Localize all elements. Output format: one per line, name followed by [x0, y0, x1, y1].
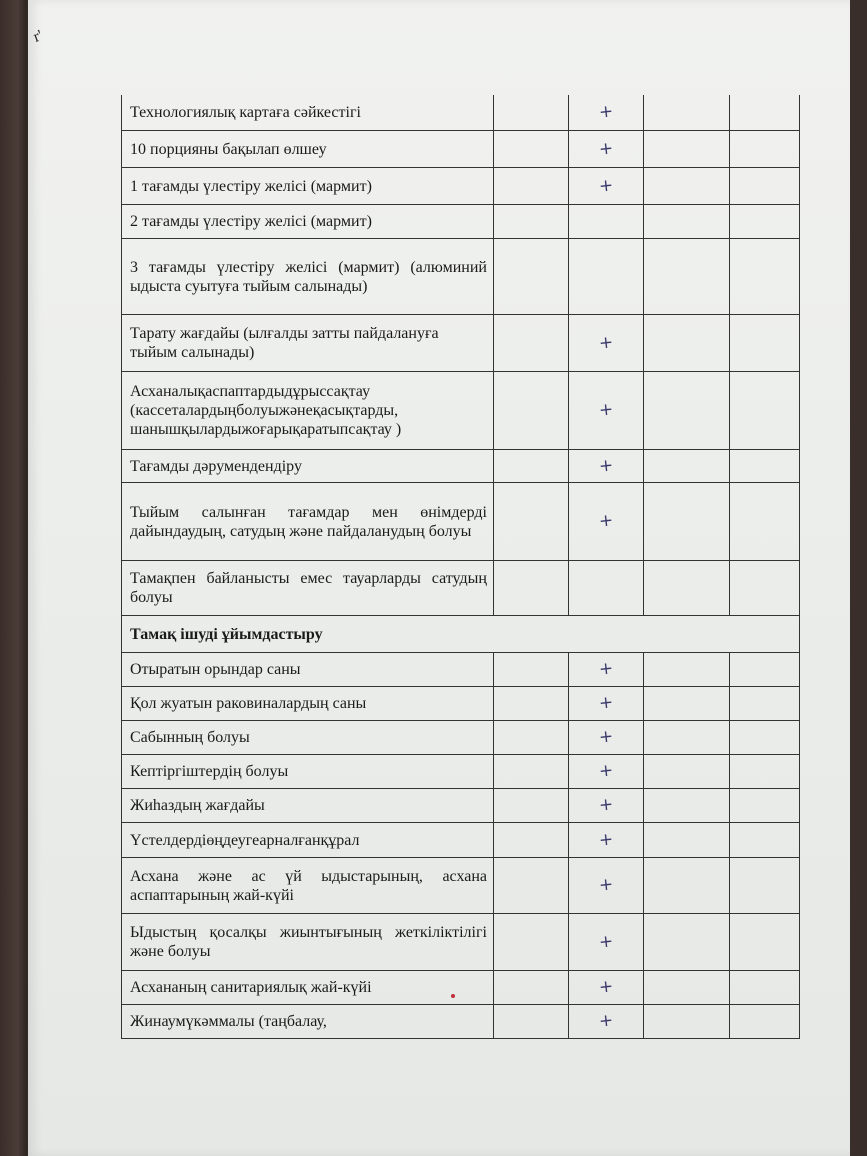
criterion-label: Тарату жағдайы (ылғалды затты пайдалануға тыйым салынады) — [130, 325, 439, 361]
criterion-label: Тамақпен байланысты емес тауарларды сатудың болуы — [130, 570, 487, 606]
handwritten-plus-mark: + — [597, 930, 615, 953]
handwritten-plus-mark: + — [597, 874, 615, 896]
column-5-cell — [730, 95, 799, 130]
criterion-cell — [122, 687, 494, 720]
column-5-cell — [730, 971, 799, 1004]
criterion-label: Технологиялық картаға сәйкестігі — [130, 104, 361, 121]
mark-cell — [569, 823, 644, 857]
criterion-label: 1 тағамды үлестіру желісі (мармит) — [130, 177, 372, 195]
criterion-cell — [122, 131, 494, 167]
criterion-label: Асхана және ас үй ыдыстарының, асхана аспаптарының жай-күйі — [130, 867, 487, 904]
column-2-cell — [494, 687, 569, 720]
mark-cell — [569, 755, 644, 788]
column-2-cell — [494, 168, 569, 204]
column-4-cell — [644, 653, 730, 686]
table-row — [122, 653, 799, 687]
mark-cell — [569, 205, 644, 238]
table-row — [122, 239, 799, 315]
column-5-cell — [730, 561, 799, 615]
handwritten-plus-mark: + — [597, 174, 615, 197]
table-row — [122, 721, 799, 755]
criterion-label: Отыратын орындар саны — [130, 661, 301, 678]
criterion-label: Үстелдердіөңдеугеарналғанқұрал — [130, 831, 360, 849]
column-5-cell — [730, 653, 799, 686]
column-4-cell — [644, 205, 730, 238]
column-4-cell — [644, 721, 730, 754]
column-2-cell — [494, 450, 569, 482]
table-row — [122, 755, 799, 789]
table-row — [122, 914, 799, 971]
mark-cell — [569, 131, 644, 167]
mark-cell — [569, 687, 644, 720]
table-row — [122, 561, 799, 616]
column-5-cell — [730, 858, 799, 913]
handwritten-plus-mark: + — [597, 760, 615, 782]
criterion-label: Асханалықаспаптардыдұрыссақтау (кассеталардыңболуыжәнеқасықтарды, шанышқылардыжоғарықаратыпсақтау ) — [130, 383, 402, 438]
mark-cell — [569, 858, 644, 913]
column-5-cell — [730, 239, 799, 314]
column-4-cell — [644, 168, 730, 204]
table-row — [122, 789, 799, 823]
criterion-label: 10 порцияны бақылап өлшеу — [130, 140, 327, 158]
column-4-cell — [644, 858, 730, 913]
mark-cell — [569, 372, 644, 449]
criterion-cell — [122, 858, 494, 913]
handwritten-plus-mark: + — [597, 331, 615, 354]
column-2-cell — [494, 205, 569, 238]
criterion-cell — [122, 561, 494, 615]
criterion-label: Тағамды дәрумендендіру — [130, 457, 302, 475]
table-row — [122, 372, 799, 450]
column-4-cell — [644, 561, 730, 615]
handwritten-plus-mark: + — [597, 399, 615, 421]
column-5-cell — [730, 755, 799, 788]
criterion-cell — [122, 1005, 494, 1038]
criterion-label: Жинаумүкәммалы (таңбалау, — [130, 1013, 327, 1030]
criterion-label: Тыйым салынған тағамдар мен өнімдерді дайындаудың, сатудың және пайдаланудың болуы — [130, 503, 487, 540]
mark-cell — [569, 1005, 644, 1038]
section-title: Тамақ ішуді ұйымдастыру — [130, 625, 323, 643]
criterion-label: Ыдыстың қосалқы жиынтығының жеткіліктілігі және болуы — [130, 924, 487, 960]
handwritten-plus-mark: + — [597, 510, 615, 532]
mark-cell — [569, 239, 644, 314]
criterion-cell — [122, 653, 494, 686]
handwritten-plus-mark: + — [597, 1010, 615, 1032]
table-row — [122, 450, 799, 483]
column-5-cell — [730, 823, 799, 857]
mark-cell — [569, 483, 644, 560]
criterion-cell — [122, 450, 494, 482]
column-2-cell — [494, 721, 569, 754]
column-2-cell — [494, 1005, 569, 1038]
table-row — [122, 205, 799, 239]
column-2-cell — [494, 823, 569, 857]
mark-cell — [569, 789, 644, 822]
mark-cell — [569, 168, 644, 204]
column-5-cell — [730, 1005, 799, 1038]
column-2-cell — [494, 561, 569, 615]
criterion-cell — [122, 95, 494, 130]
handwritten-plus-mark: + — [597, 692, 615, 714]
column-5-cell — [730, 315, 799, 371]
column-5-cell — [730, 789, 799, 822]
mark-cell — [569, 450, 644, 482]
red-ink-dot — [451, 994, 455, 998]
criterion-cell — [122, 971, 494, 1004]
criterion-cell — [122, 483, 494, 560]
criterion-cell — [122, 205, 494, 238]
handwritten-plus-mark: + — [597, 658, 615, 680]
criterion-label: Сабынның болуы — [130, 729, 250, 746]
column-2-cell — [494, 131, 569, 167]
table-row — [122, 95, 799, 131]
column-5-cell — [730, 372, 799, 449]
criterion-cell — [122, 721, 494, 754]
criterion-label: 3 тағамды үлестіру желісі (мармит) (алюминий ыдыста суытуға тыйым салынады) — [130, 258, 487, 295]
criterion-cell — [122, 789, 494, 822]
column-4-cell — [644, 131, 730, 167]
column-2-cell — [494, 372, 569, 449]
section-header-row — [122, 616, 799, 653]
column-2-cell — [494, 653, 569, 686]
criterion-label: Асхананың санитариялық жай-күйі — [130, 979, 372, 996]
handwritten-plus-mark: + — [597, 828, 615, 851]
table-row — [122, 823, 799, 858]
table-row — [122, 483, 799, 561]
column-2-cell — [494, 789, 569, 822]
column-2-cell — [494, 315, 569, 371]
table-row — [122, 131, 799, 168]
column-2-cell — [494, 914, 569, 970]
column-4-cell — [644, 315, 730, 371]
checklist-table — [121, 95, 800, 1039]
column-2-cell — [494, 858, 569, 913]
mark-cell — [569, 721, 644, 754]
column-5-cell — [730, 687, 799, 720]
criterion-label: Кептіргіштердің болуы — [130, 763, 289, 780]
column-5-cell — [730, 914, 799, 970]
criterion-label: Қол жуатын раковиналардың саны — [130, 695, 367, 712]
mark-cell — [569, 315, 644, 371]
column-4-cell — [644, 1005, 730, 1038]
column-5-cell — [730, 450, 799, 482]
table-row — [122, 858, 799, 914]
column-4-cell — [644, 239, 730, 314]
column-4-cell — [644, 372, 730, 449]
handwritten-plus-mark: + — [597, 794, 615, 816]
mark-cell — [569, 971, 644, 1004]
handwritten-plus-mark: + — [597, 101, 615, 123]
table-row — [122, 971, 799, 1005]
criterion-cell — [122, 823, 494, 857]
criterion-label: 2 тағамды үлестіру желісі (мармит) — [130, 213, 372, 230]
criterion-cell — [122, 315, 494, 371]
table-row — [122, 315, 799, 372]
criterion-cell — [122, 755, 494, 788]
mark-cell — [569, 914, 644, 970]
mark-cell — [569, 653, 644, 686]
column-2-cell — [494, 971, 569, 1004]
criterion-cell — [122, 168, 494, 204]
column-4-cell — [644, 687, 730, 720]
column-2-cell — [494, 239, 569, 314]
handwritten-plus-mark: + — [597, 137, 615, 160]
table-row — [122, 168, 799, 205]
criterion-cell — [122, 372, 494, 449]
corner-pen-mark: r' — [31, 27, 45, 46]
column-5-cell — [730, 721, 799, 754]
column-2-cell — [494, 95, 569, 130]
column-5-cell — [730, 483, 799, 560]
handwritten-plus-mark: + — [597, 976, 615, 998]
column-5-cell — [730, 131, 799, 167]
mark-cell — [569, 95, 644, 130]
criterion-label: Жиһаздың жағдайы — [130, 797, 265, 814]
handwritten-plus-mark: + — [597, 454, 615, 477]
mark-cell — [569, 561, 644, 615]
column-2-cell — [494, 483, 569, 560]
column-4-cell — [644, 450, 730, 482]
table-row — [122, 687, 799, 721]
table-row — [122, 1005, 799, 1039]
column-4-cell — [644, 95, 730, 130]
column-5-cell — [730, 205, 799, 238]
criterion-cell — [122, 239, 494, 314]
handwritten-plus-mark: + — [597, 726, 615, 748]
column-4-cell — [644, 755, 730, 788]
column-4-cell — [644, 971, 730, 1004]
column-4-cell — [644, 823, 730, 857]
column-5-cell — [730, 168, 799, 204]
column-2-cell — [494, 755, 569, 788]
column-4-cell — [644, 483, 730, 560]
criterion-cell — [122, 914, 494, 970]
column-4-cell — [644, 914, 730, 970]
column-4-cell — [644, 789, 730, 822]
